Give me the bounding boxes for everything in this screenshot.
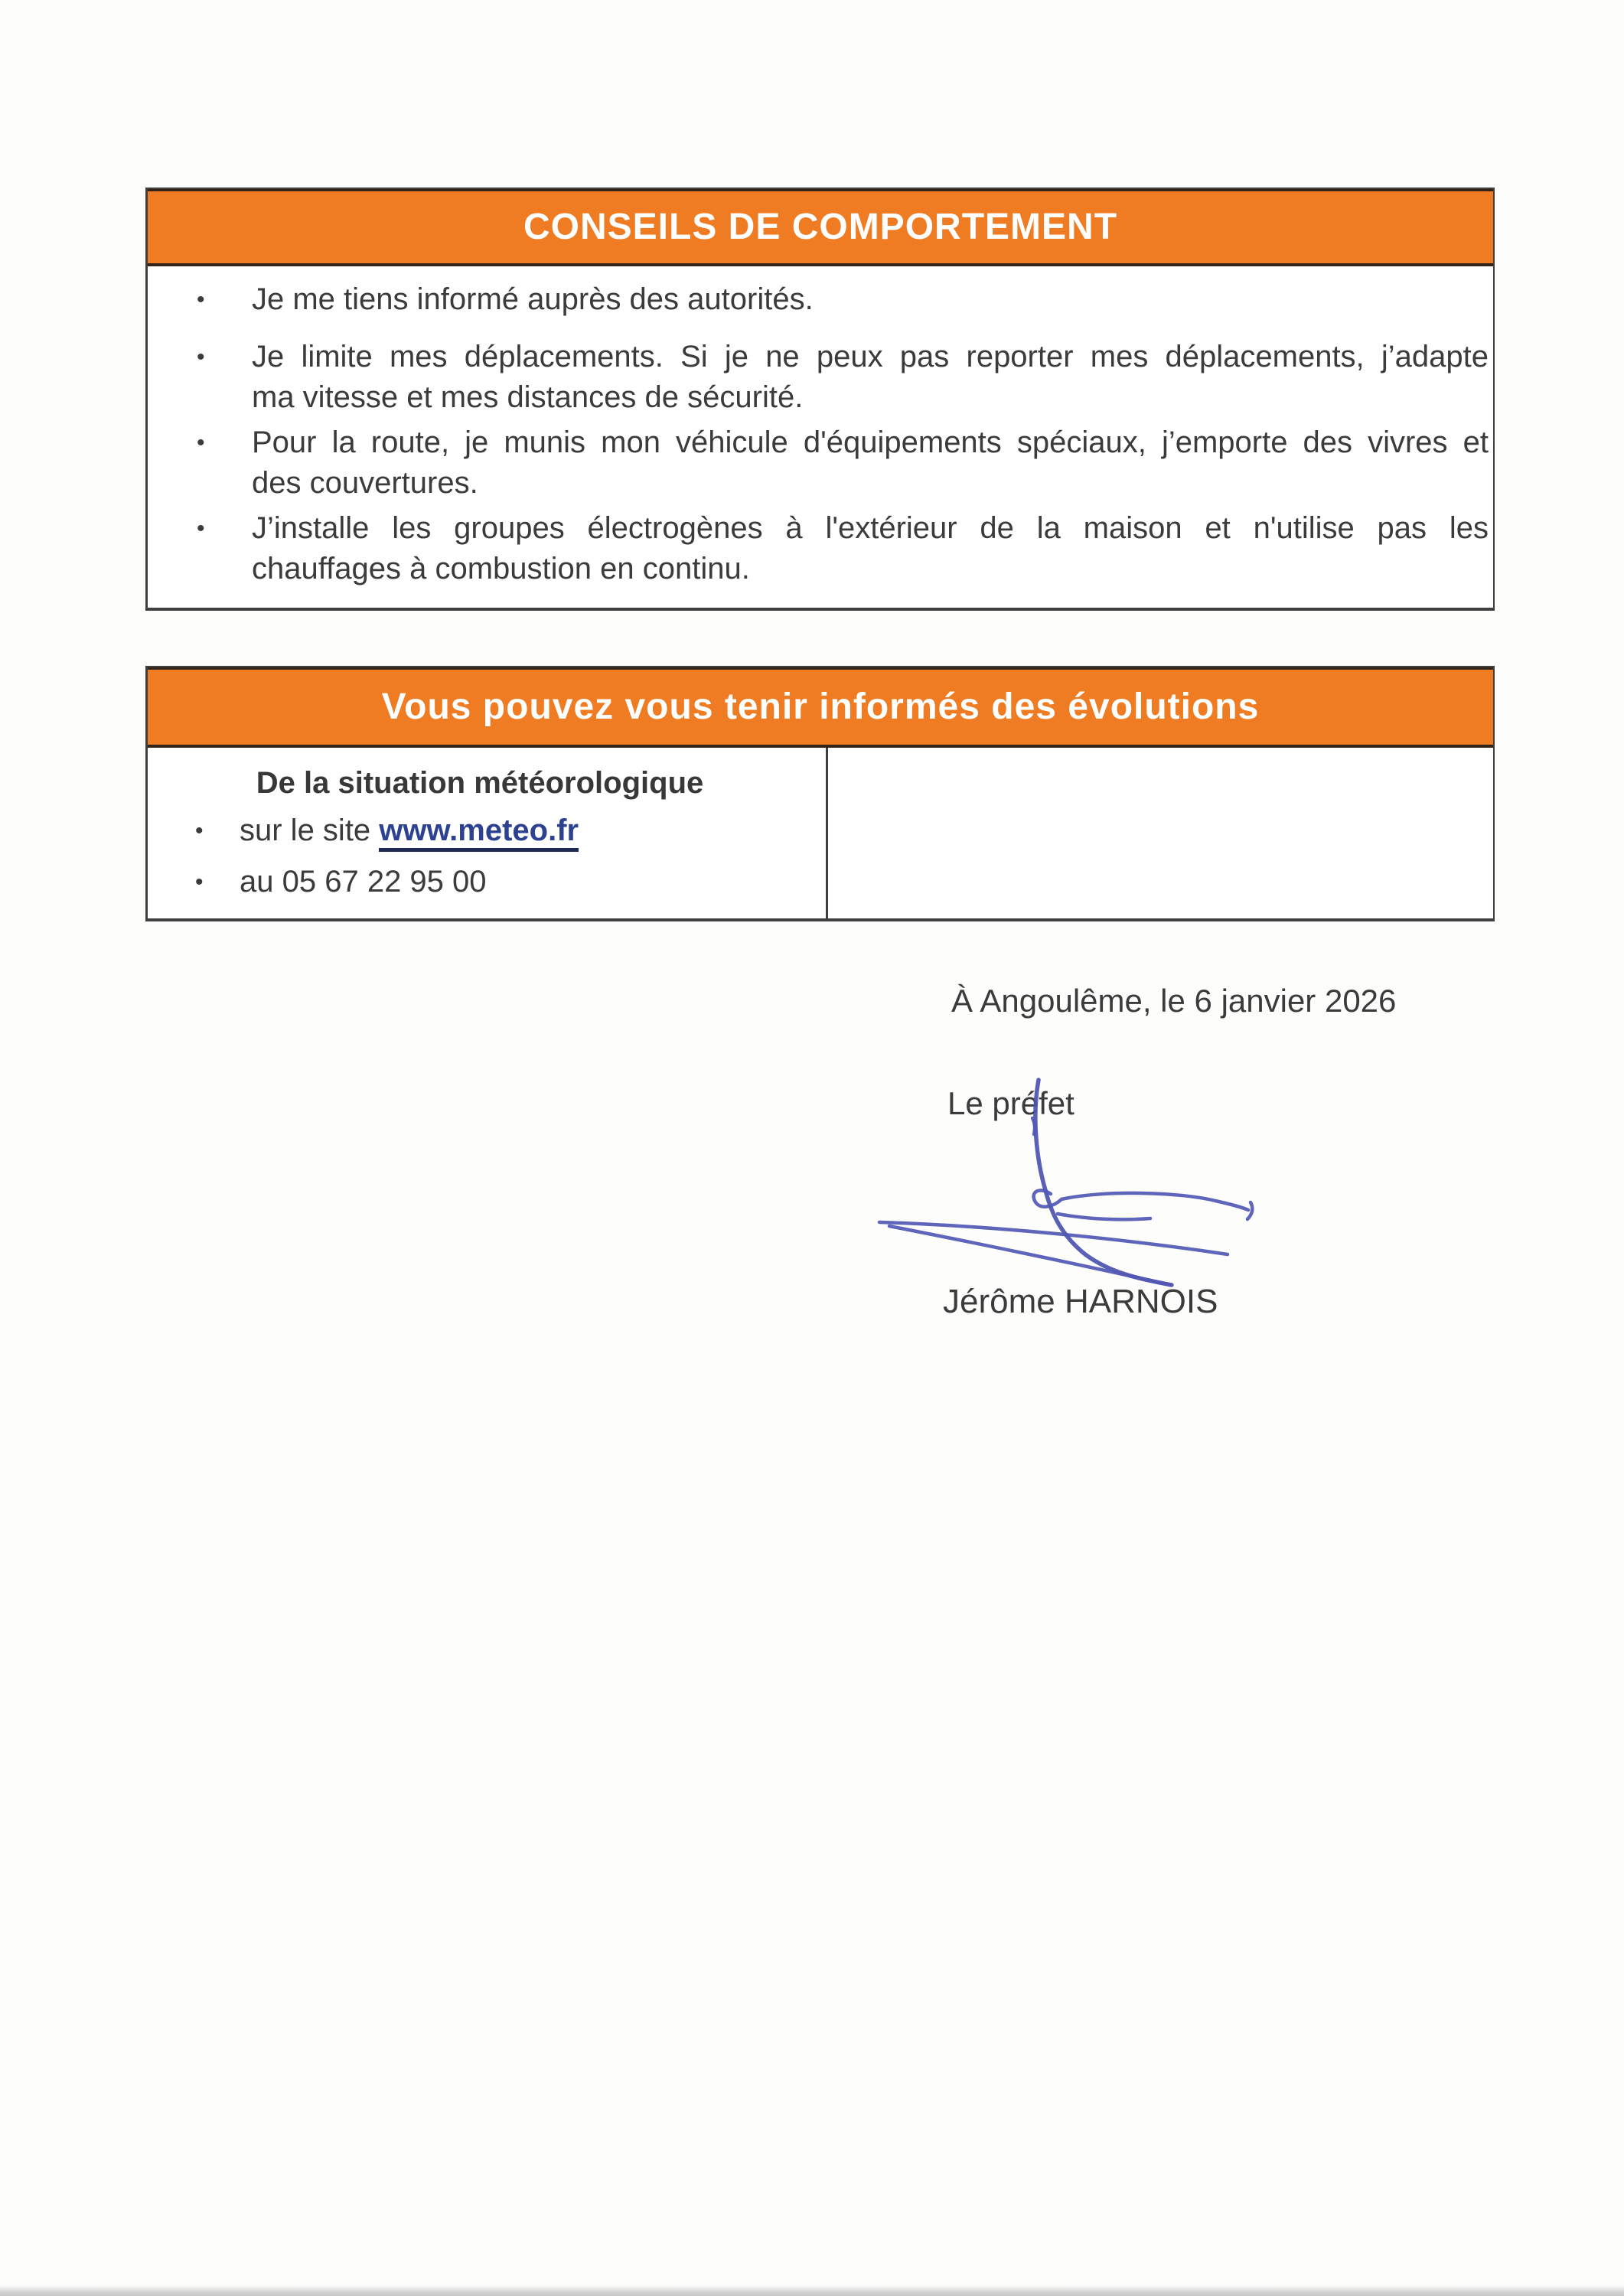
advice-box-title: CONSEILS DE COMPORTEMENT: [523, 207, 1118, 247]
advice-bullet-item: [197, 337, 1489, 418]
info-box: [145, 666, 1495, 921]
info-table-left-cell: [148, 748, 826, 920]
advice-bullet-text: Je limite mes déplacements. Si je ne peux pas reporter mes déplacements, j’adapte ma vitesse et mes distances de sécurité.: [252, 340, 1489, 414]
bullet-icon: •: [197, 430, 205, 455]
advice-bullet-text: J’installe les groupes électrogènes à l'extérieur de la maison et n'utilise pas les chauffages à combustion en continu.: [252, 511, 1489, 585]
place-date-line: À Angoulême, le 6 janvier 2026: [951, 983, 1397, 1019]
info-table-right-cell: [826, 748, 1493, 920]
meteo-site-link[interactable]: www.meteo.fr: [379, 814, 579, 852]
info-box-header: [148, 667, 1493, 748]
bullet-icon: •: [195, 818, 204, 843]
advice-bullet-item: [197, 422, 1489, 504]
info-bullet-list: [195, 810, 818, 902]
signatory-role: Le préfet: [947, 1085, 1075, 1121]
advice-box: [145, 188, 1495, 611]
bullet-icon: •: [197, 516, 205, 541]
advice-bullet-list: [148, 266, 1493, 589]
info-bullet-text: [240, 810, 579, 851]
signatory-name: Jérôme HARNOIS: [943, 1283, 1218, 1320]
bullet-icon: •: [197, 344, 205, 370]
bullet-icon: •: [197, 287, 205, 312]
advice-bullet-text: Je me tiens informé auprès des autorités.: [252, 282, 814, 316]
info-bullet-item: [195, 810, 818, 851]
scan-edge-artifact: [0, 2285, 1624, 2296]
bullet-icon: •: [195, 869, 204, 895]
info-box-title: Vous pouvez vous tenir informés des évolutions: [381, 687, 1260, 727]
info-bullet-item: [195, 862, 818, 902]
advice-box-header: [148, 189, 1493, 266]
meteo-column-heading: De la situation météorologique: [256, 766, 704, 800]
handwritten-signature: [857, 1074, 1259, 1296]
info-table: [148, 748, 1493, 920]
advice-bullet-text: Pour la route, je munis mon véhicule d'équipements spéciaux, j’emporte des vivres et des couvertures.: [252, 426, 1489, 500]
advice-bullet-item: [197, 279, 1489, 320]
link-prefix-text: sur le site: [240, 814, 380, 847]
advice-bullet-item: [197, 508, 1489, 589]
info-bullet-text: au 05 67 22 95 00: [240, 865, 487, 899]
